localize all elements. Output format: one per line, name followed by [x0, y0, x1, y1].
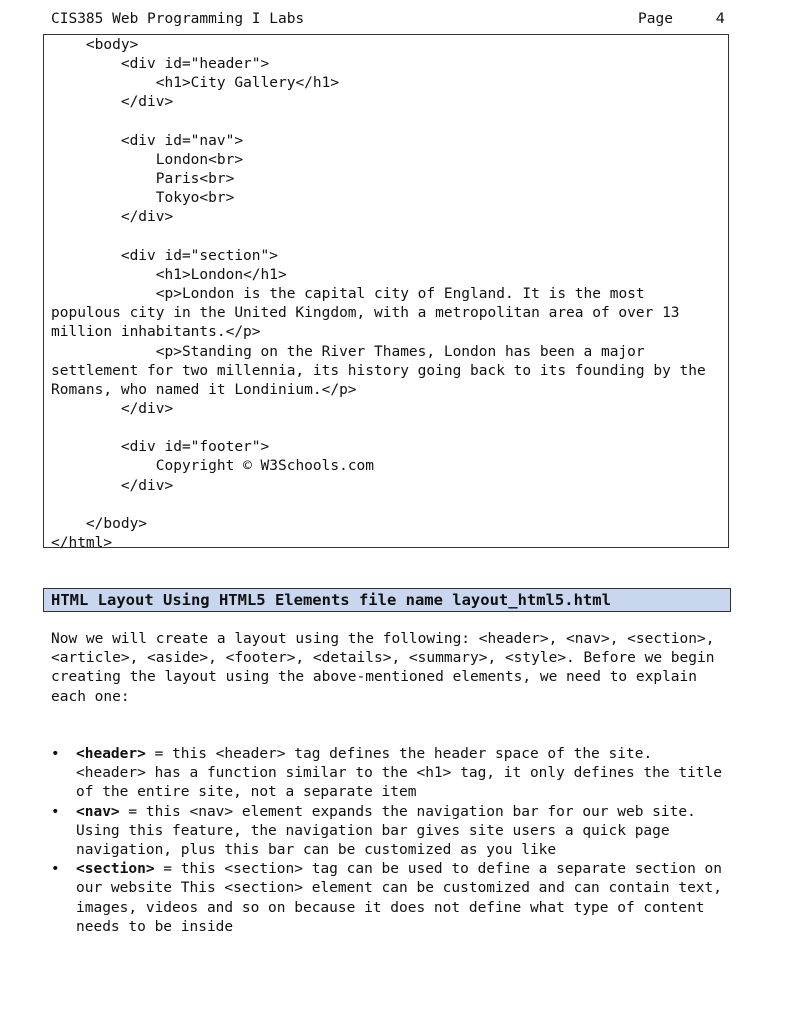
- bullet-description: = this <nav> element expands the navigation bar for our web site. Using this feature, the navigation bar gives site users a quick page navigation, plus this bar can be customized as you like: [76, 803, 696, 859]
- bullet-term: <nav>: [76, 803, 120, 820]
- bullet-icon: •: [51, 803, 60, 820]
- code-listing: <body> <div id="header"> <h1>City Gallery</h1> </div> <div id="nav"> London<br> Paris<br> Tokyo<br> </div> <div id="section"> <h1>London</h1> <p>London is the capital city of England. It is the most populous city in the United Kingdom, with a metropolitan area of over 13 million inhabitants.</p> <p>Standing on the River Thames, London has been a major settlement for two millennia, its history going back to its founding by the Romans, who named it Londinium.</p> </div> <div id="footer"> Copyright © W3Schools.com </div> </body> </html>: [51, 37, 706, 552]
- list-item: [0, 860, 726, 937]
- list-item: [0, 803, 726, 861]
- bullet-term: <section>: [76, 861, 155, 878]
- bullet-description: = this <section> tag can be used to define a separate section on our website This <section> element can be customized and can contain text, images, videos and so on because it does not define what type of content needs to be inside: [76, 861, 723, 935]
- page-label: Page: [638, 11, 673, 27]
- bullet-term: <header>: [76, 746, 146, 762]
- page-header: [51, 9, 725, 29]
- code-listing-box: [43, 34, 729, 552]
- list-item: [0, 745, 726, 803]
- document-title: CIS385 Web Programming I Labs: [51, 11, 305, 27]
- bullet-icon: •: [51, 746, 60, 762]
- intro-paragraph: Now we will create a layout using the following: <header>, <nav>, <section>, <article>, <aside>, <footer>, <details>, <summary>, <style>. Before we begin creating the layout using the above-mentioned elements, we need to explain each one:: [51, 631, 715, 705]
- bullet-description: = this <header> tag defines the header space of the site. <header> has a function similar to the <h1> tag, it only defines the title of the entire site, not a separate item: [76, 746, 723, 801]
- bullet-icon: •: [51, 861, 60, 878]
- page-number: 4: [715, 11, 725, 27]
- section-heading: HTML Layout Using HTML5 Elements file name layout_html5.html: [43, 588, 731, 612]
- element-description-list: [0, 745, 798, 937]
